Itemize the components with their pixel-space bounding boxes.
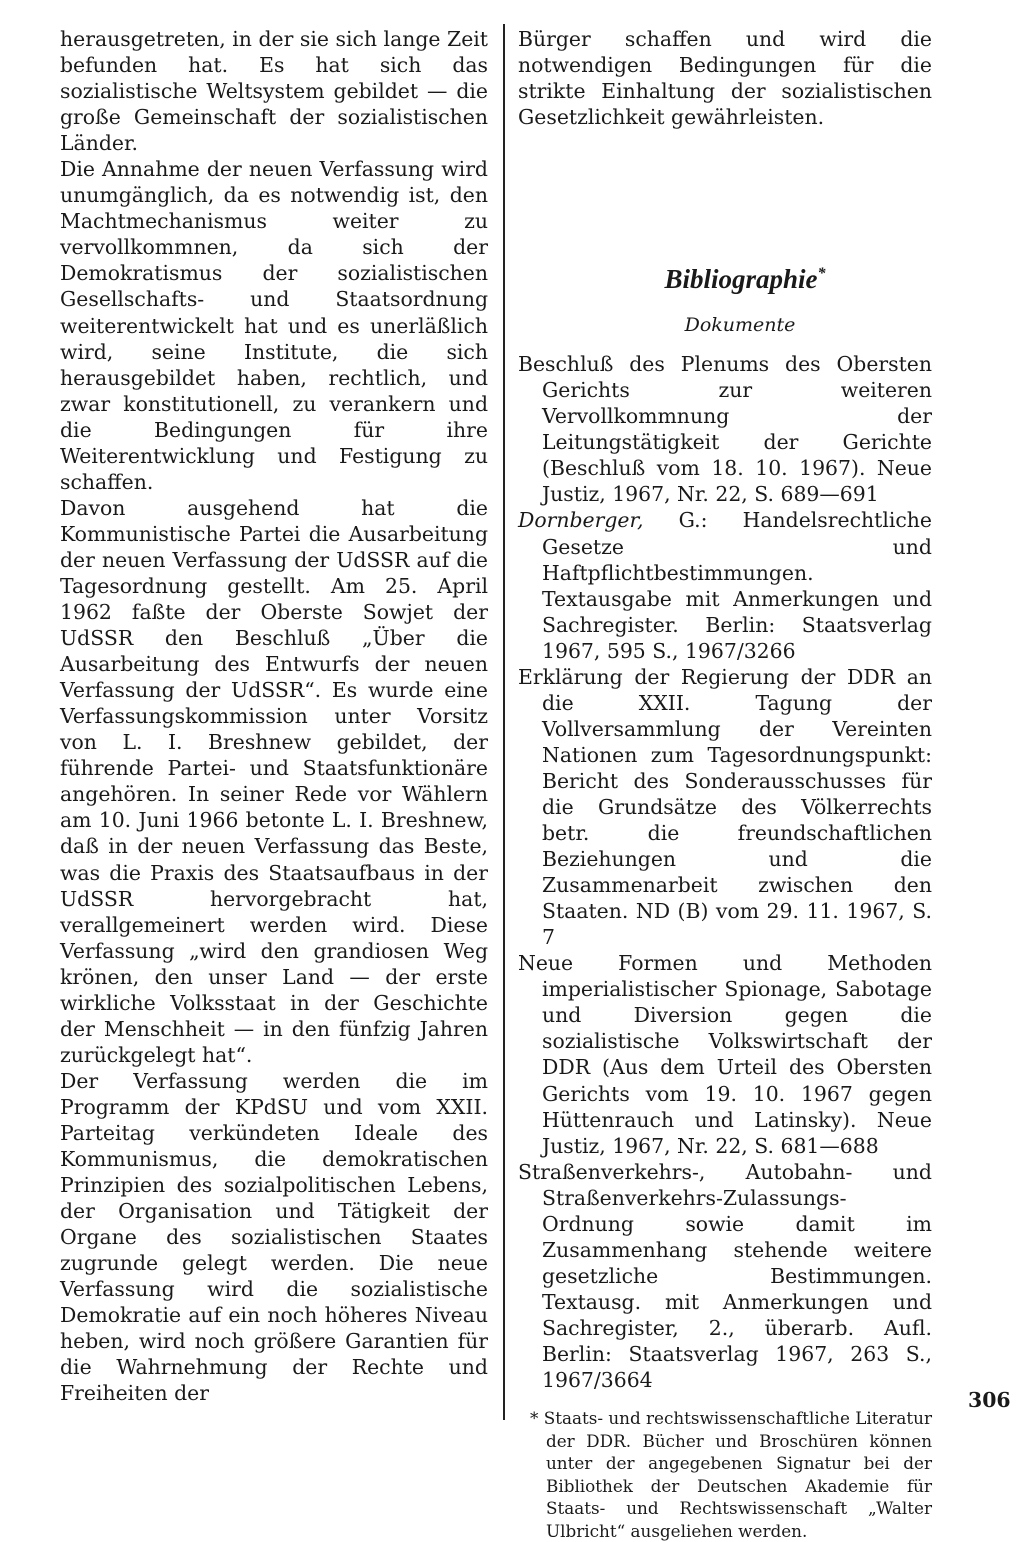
bibliography-entry bbox=[518, 351, 932, 507]
bibliography-entry bbox=[518, 664, 932, 951]
entry-text: G.: Handelsrechtliche Gesetze und Haftpflichtbestimmungen. Textausgabe mit Anmerkungen und Sachregister. Berlin: Staatsverlag 1967, 595 S., 1967/3266 bbox=[542, 508, 932, 663]
column-divider bbox=[503, 24, 505, 1420]
bibliography-entry bbox=[518, 507, 932, 663]
left-column bbox=[60, 26, 488, 1406]
entry-text: Beschluß des Plenums des Obersten Gerichts zur weiteren Vervollkommnung der Leitungstätigkeit der Gerichte (Beschluß vom 18. 10. 1967). Neue Justiz, 1967, Nr. 22, S. 689—691 bbox=[518, 352, 932, 507]
bibliography-entry bbox=[518, 1159, 932, 1393]
right-intro-paragraph: Bürger schaffen und wird die notwendigen Bedingungen für die strikte Einhaltung der sozialistischen Gesetzlichkeit gewährleisten. bbox=[518, 27, 932, 130]
footnote: * Staats- und rechtswissenschaftliche Literatur der DDR. Bücher und Broschüren können unter der angegebenen Signatur bei der Bibliothek der Deutschen Akademie für Staats- und Rechtswissenschaft „Walter Ulbricht“ ausgeliehen werden. bbox=[530, 1408, 933, 1541]
bibliography-entry bbox=[518, 950, 932, 1158]
entry-text: Neue Formen und Methoden imperialistischer Spionage, Sabotage und Diversion gegen die sozialistische Volkswirtschaft der DDR (Aus dem Urteil des Obersten Gerichts vom 19. 10. 1967 gegen Hüttenrauch und Latinsky). Neue Justiz, 1967, Nr. 22, S. 681—688 bbox=[518, 951, 932, 1158]
right-column bbox=[518, 26, 932, 1542]
left-paragraph-3: Davon ausgehend hat die Kommunistische Partei die Ausarbeitung der neuen Verfassung der UdSSR auf die Tagesordnung gestellt. Am 25. April 1962 faßte der Oberste Sowjet der UdSSR den Beschluß „Über die Ausarbeitung des Entwurfs der neuen Verfassung der UdSSR“. Es wurde eine Verfassungskommission unter Vorsitz von L. I. Breshnew gebildet, der führende Partei- und Staatsfunktionäre angehören. In seiner Rede vor Wählern am 10. Juni 1966 betonte L. I. Breshnew, daß in der neuen Verfassung das Beste, was die Praxis des Staatsaufbaus in der UdSSR hervorgebracht hat, verallgemeinert werden wird. Diese Verfassung „wird den grandiosen Weg krönen, den unser Land — der erste wirkliche Volksstaat in der Geschichte der Menschheit — in den fünfzig Jahren zurückgelegt hat“. bbox=[60, 495, 488, 1067]
left-paragraph-1: herausgetreten, in der sie sich lange Zeit befunden hat. Es hat sich das sozialistische Weltsystem gebildet — die große Gemeinschaft der sozialistischen Länder. bbox=[60, 27, 488, 156]
entry-text: Straßenverkehrs-, Autobahn- und Straßenverkehrs-Zulassungs-Ordnung sowie damit im Zusammenhang stehende weitere gesetzliche Bestimmungen. Textausg. mit Anmerkungen und Sachregister, 2., überarb. Aufl. Berlin: Staatsverlag 1967, 263 S., 1967/3664 bbox=[518, 1159, 932, 1393]
entry-author: Dornberger, bbox=[518, 508, 644, 533]
left-paragraph-4: Der Verfassung werden die im Programm der KPdSU und vom XXII. Parteitag verkündeten Ideale des Kommunismus, die demokratischen Prinzipien des sozialpolitischen Lebens, der Organisation und Tätigkeit der Organe des sozialistischen Staates zugrunde gelegt werden. Die neue Verfassung wird die sozialistische Demokratie auf ein noch höheres Niveau heben, wird noch größere Garantien für die Wahrnehmung der Rechte und Freiheiten der bbox=[60, 1068, 488, 1406]
bibliography-heading-text: Bibliographie bbox=[664, 264, 818, 295]
bibliography-heading bbox=[518, 258, 932, 295]
left-paragraph-2: Die Annahme der neuen Verfassung wird unumgänglich, da es notwendig ist, den Machtmechanismus weiter zu vervollkommnen, da sich der Demokratismus der sozialistischen Gesellschafts- und Staatsordnung weiterentwickelt hat und es unerläßlich wird, seine Institute, die sich herausgebildet haben, rechtlich, und zwar konstitutionell, zu verankern und die Bedingungen für ihre Weiterentwicklung und Festigung zu schaffen. bbox=[60, 157, 488, 494]
bibliography-subheading: Dokumente bbox=[684, 314, 796, 337]
page-number: 306 bbox=[968, 1388, 1011, 1412]
entry-text: Erklärung der Regierung der DDR an die XXII. Tagung der Vollversammlung der Vereinten Nationen zum Tagesordnungspunkt: Bericht des Sonderausschusses für die Grundsätze des Völkerrechts betr. die freundschaftlichen Beziehungen und die Zusammenarbeit zwischen den Staaten. ND (B) vom 29. 11. 1967, S. 7 bbox=[518, 664, 932, 950]
bibliography-heading-mark: * bbox=[817, 265, 826, 283]
